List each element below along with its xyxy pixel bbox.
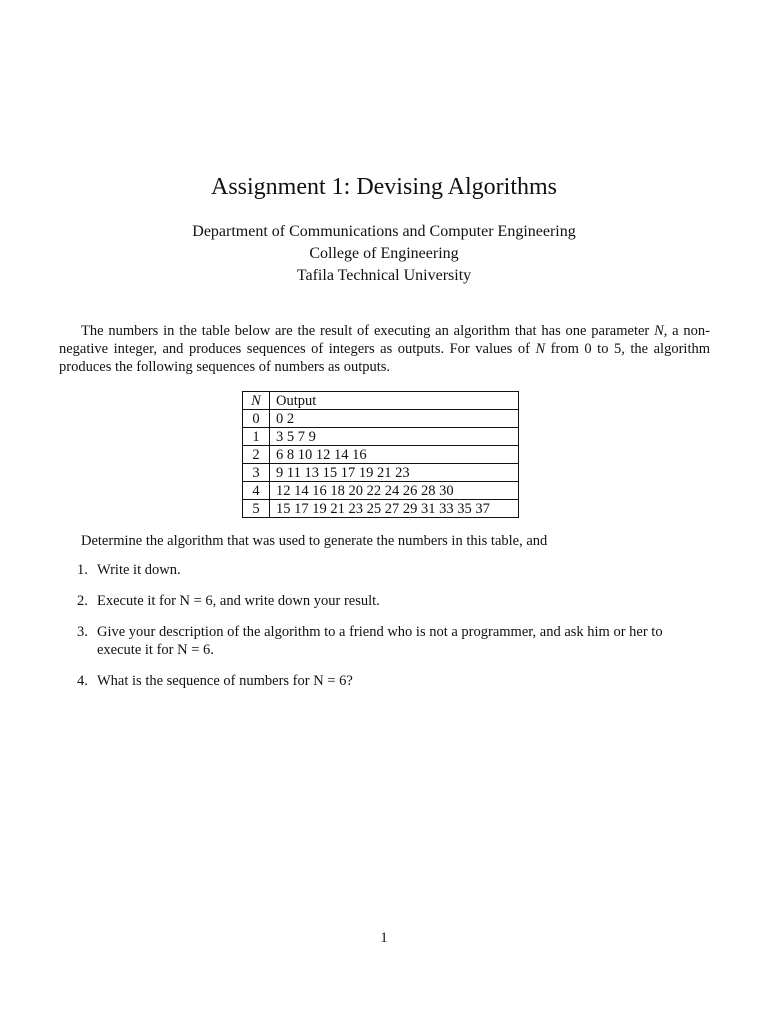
determine-instruction: Determine the algorithm that was used to generate the numbers in this table, and <box>81 533 548 549</box>
table-header-output: Output <box>270 392 519 410</box>
table-cell-n: 1 <box>243 428 270 446</box>
table-cell-n: 5 <box>243 500 270 518</box>
table-row <box>243 482 519 500</box>
table-cell-n: 0 <box>243 410 270 428</box>
document-title: Assignment 1: Devising Algorithms <box>210 174 557 200</box>
table-cell-output: 12 14 16 18 20 22 24 26 28 30 <box>270 482 519 500</box>
question-number: 3. <box>77 624 88 640</box>
department-name: Department of Communications and Computer Engineering <box>192 223 576 240</box>
question-number: 4. <box>77 673 88 689</box>
table-cell-n: 2 <box>243 446 270 464</box>
list-item <box>59 623 710 659</box>
intro-text-3: from 0 to 5, the algorithm produces the following sequences of numbers as outputs. <box>59 341 710 375</box>
list-item <box>59 672 710 690</box>
intro-text-1: The numbers in the table below are the result of executing an algorithm that has one parameter <box>81 323 655 339</box>
intro-var-n-1: N <box>654 323 664 339</box>
table-header-row <box>243 392 519 410</box>
table-header-n: N <box>243 392 270 410</box>
college-name: College of Engineering <box>309 245 459 262</box>
question-text: Execute it for N = 6, and write down your result. <box>97 593 380 609</box>
table-row <box>243 410 519 428</box>
table-row <box>243 464 519 482</box>
table-row <box>243 500 519 518</box>
intro-text-2: , a non-negative integer, and produces sequences of integers as outputs. For values of <box>59 323 711 357</box>
question-text: Give your description of the algorithm to a friend who is not a programmer, and ask him or her to execute it for N = 6. <box>97 624 663 658</box>
table-row <box>243 428 519 446</box>
question-number: 2. <box>77 593 88 609</box>
table-cell-output: 9 11 13 15 17 19 21 23 <box>270 464 519 482</box>
table-cell-n: 4 <box>243 482 270 500</box>
table-cell-output: 6 8 10 12 14 16 <box>270 446 519 464</box>
intro-paragraph <box>59 322 710 376</box>
intro-var-n-2: N <box>535 341 546 357</box>
table-cell-output: 0 2 <box>270 410 519 428</box>
university-name: Tafila Technical University <box>296 267 472 284</box>
sequence-table <box>242 391 519 518</box>
question-number: 1. <box>77 562 88 578</box>
question-text: Write it down. <box>97 562 181 578</box>
table-cell-output: 3 5 7 9 <box>270 428 519 446</box>
list-item <box>59 592 710 610</box>
question-list <box>59 561 710 703</box>
table-cell-output: 15 17 19 21 23 25 27 29 31 33 35 37 <box>270 500 519 518</box>
table-cell-n: 3 <box>243 464 270 482</box>
list-item <box>59 561 710 579</box>
table-row <box>243 446 519 464</box>
page-number: 1 <box>380 930 388 946</box>
question-text: What is the sequence of numbers for N = 6? <box>97 673 353 689</box>
